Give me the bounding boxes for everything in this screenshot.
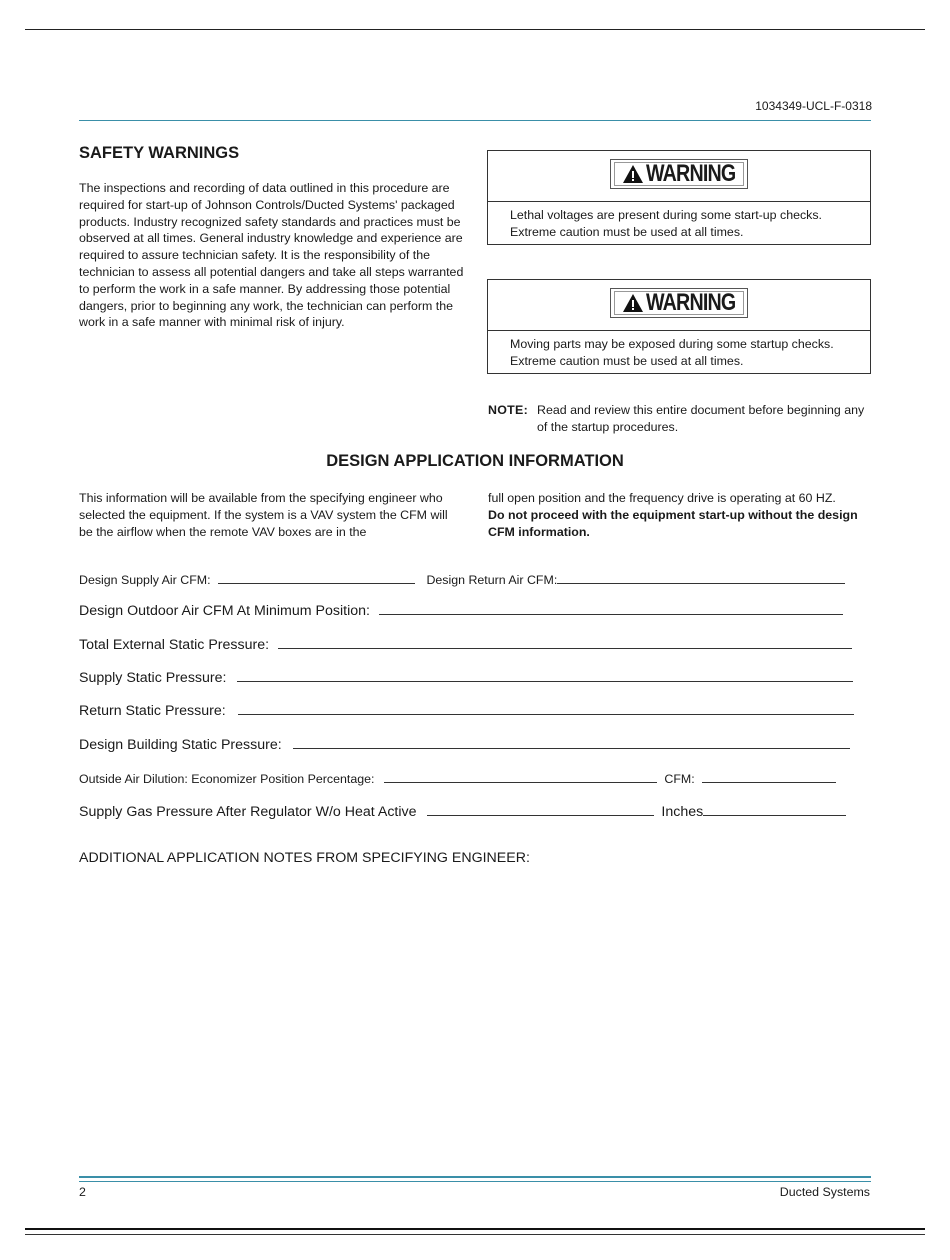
- dilution-row: [79, 770, 836, 786]
- design-paragraph-warning: Do not proceed with the equipment start-up without the design CFM information.: [488, 507, 858, 539]
- warning-sign-area: [488, 151, 870, 202]
- design-paragraph-right: [488, 490, 878, 540]
- return-static-blank[interactable]: [238, 702, 854, 715]
- building-static-label: Design Building Static Pressure:: [79, 737, 282, 753]
- warning-text: Moving parts may be exposed during some startup checks. Extreme caution must be used at all times.: [510, 337, 834, 368]
- footer-divider: [79, 1176, 871, 1178]
- header-divider: [79, 120, 871, 121]
- warning-sign: [610, 288, 748, 318]
- dilution-cfm-blank[interactable]: [702, 770, 836, 783]
- additional-notes-heading: ADDITIONAL APPLICATION NOTES FROM SPECIFYING ENGINEER:: [79, 850, 530, 866]
- warning-triangle-icon: [622, 293, 644, 313]
- total-static-blank[interactable]: [278, 636, 852, 649]
- supply-return-row: [79, 571, 845, 587]
- return-air-cfm-label: Design Return Air CFM:: [426, 573, 558, 587]
- outdoor-air-cfm-blank[interactable]: [379, 602, 843, 615]
- return-static-label: Return Static Pressure:: [79, 703, 226, 719]
- dilution-cfm-label: CFM:: [664, 772, 695, 786]
- gas-inches-blank[interactable]: [703, 803, 846, 816]
- outdoor-air-cfm-label: Design Outdoor Air CFM At Minimum Position:: [79, 603, 370, 619]
- warning-sign: [610, 159, 748, 189]
- design-application-heading: DESIGN APPLICATION INFORMATION: [326, 452, 624, 470]
- building-static-blank[interactable]: [293, 736, 850, 749]
- warning-box-voltage: [487, 150, 871, 245]
- gas-inches-label: Inches: [661, 804, 704, 820]
- supply-static-label: Supply Static Pressure:: [79, 670, 227, 686]
- top-rule: [25, 29, 925, 30]
- gas-pressure-label: Supply Gas Pressure After Regulator W/o Heat Active: [79, 804, 417, 820]
- return-static-row: [79, 702, 854, 719]
- supply-static-blank[interactable]: [237, 669, 853, 682]
- supply-air-cfm-label: Design Supply Air CFM:: [79, 573, 211, 587]
- warning-box-moving-parts: [487, 279, 871, 374]
- footer-title: Ducted Systems: [779, 1185, 870, 1199]
- note-label: NOTE:: [488, 403, 529, 417]
- bottom-rule-thin: [25, 1234, 925, 1235]
- safety-paragraph: The inspections and recording of data outlined in this procedure are required for start-up of Johnson Controls/Ducted Systems' packaged products. Industry recognized safety standards and practices must be observed at all times. General industry knowledge and experience are required to assure technician safety. It is the responsibility of the technician to assess all potential dangers and take all steps warranted to perform the work in a safe manner. By addressing those potential dangers, prior to beginning any work, the technician can perform the work in a safe manner with minimal risk of injury.: [79, 181, 464, 330]
- outdoor-air-row: [79, 602, 843, 619]
- footer-divider-thin: [79, 1181, 871, 1182]
- total-static-label: Total External Static Pressure:: [79, 637, 270, 653]
- note-text: Read and review this entire document before beginning any of the startup procedures.: [537, 403, 865, 434]
- gas-pressure-blank[interactable]: [427, 803, 654, 816]
- total-static-row: [79, 636, 852, 653]
- supply-air-cfm-blank[interactable]: [218, 571, 415, 584]
- warning-triangle-icon: [622, 164, 644, 184]
- return-air-cfm-blank[interactable]: [557, 571, 845, 584]
- safety-warnings-heading: SAFETY WARNINGS: [79, 144, 240, 162]
- page-number: 2: [79, 1185, 86, 1199]
- dilution-label: Outside Air Dilution: Economizer Position Percentage:: [79, 772, 375, 786]
- note: [488, 402, 878, 436]
- design-paragraph-right-text: full open position and the frequency drive is operating at 60 HZ.: [488, 491, 836, 505]
- design-paragraph-left: This information will be available from the specifying engineer who selected the equipment. If the system is a VAV system the CFM will be the airflow when the remote VAV boxes are in the: [79, 491, 448, 539]
- supply-static-row: [79, 669, 853, 686]
- warning-sign-label: WARNING: [645, 289, 735, 316]
- building-static-row: [79, 736, 850, 753]
- warning-sign-area: [488, 280, 870, 331]
- warning-text: Lethal voltages are present during some start-up checks. Extreme caution must be used at all times.: [510, 208, 822, 239]
- warning-sign-label: WARNING: [645, 160, 735, 187]
- bottom-rule: [25, 1228, 925, 1230]
- gas-pressure-row: [79, 803, 846, 820]
- document-number: 1034349-UCL-F-0318: [755, 99, 872, 113]
- dilution-blank[interactable]: [384, 770, 657, 783]
